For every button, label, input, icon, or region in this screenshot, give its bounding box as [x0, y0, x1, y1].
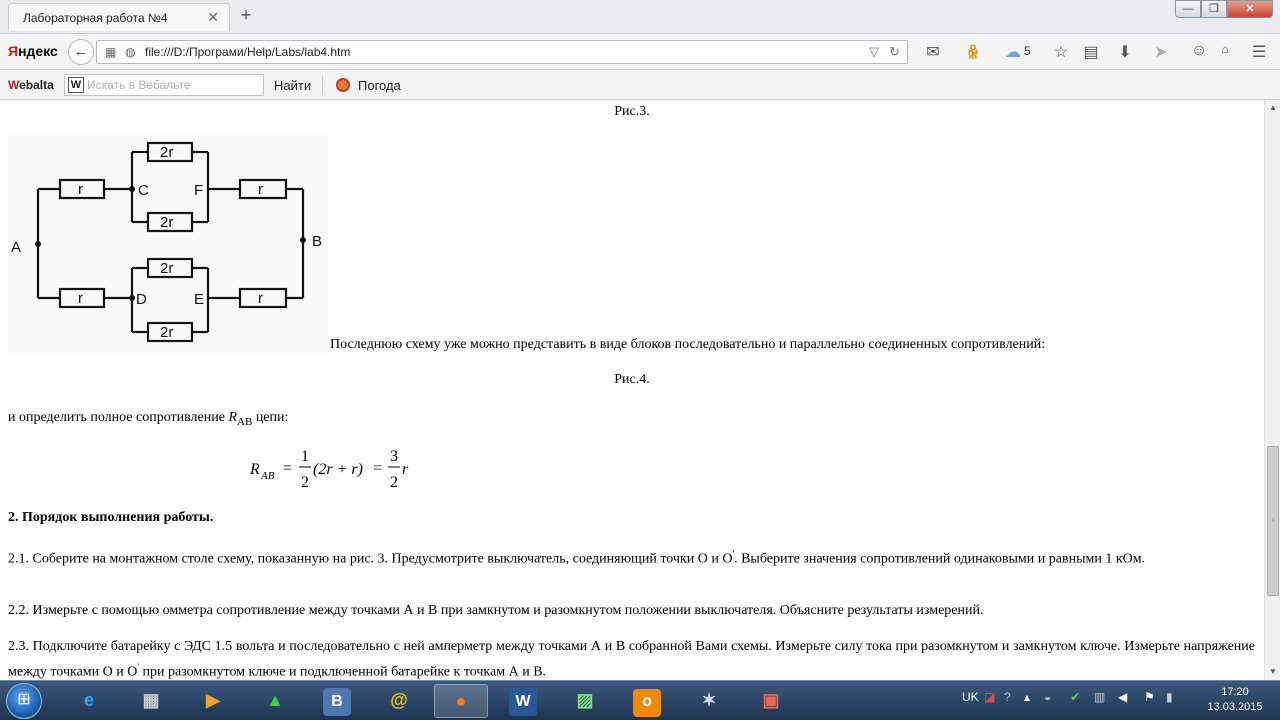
resistor-2r-bottom-upper-label: 2r — [160, 260, 174, 277]
resistor-r-bottom-left-label: r — [78, 290, 83, 307]
media-player-icon[interactable]: ▶ — [206, 690, 220, 710]
formula-lhs-sub: AB — [261, 470, 275, 482]
tab-lab4[interactable] — [8, 3, 230, 31]
node-e-label: E — [194, 291, 205, 308]
weather-cloud-icon[interactable]: ☁ — [1005, 44, 1021, 61]
close-tab-icon[interactable]: ✕ — [207, 9, 219, 25]
new-tab-button[interactable]: + — [240, 5, 252, 25]
toolbar-divider — [322, 76, 323, 95]
resistor-2r-top-lower-label: 2r — [160, 214, 174, 231]
menu-icon[interactable]: ☰ — [1251, 44, 1267, 61]
close-window-button[interactable]: ✕ — [1227, 0, 1273, 18]
node-c-dot — [129, 186, 135, 192]
dropdown-icon[interactable]: ▽ — [869, 44, 879, 59]
total-resistance-intro: и определить полное сопротивление $R_{AB}$ цепи: — [8, 410, 289, 428]
resistance-formula — [250, 448, 420, 496]
figure-3-caption: Рис.3. — [614, 104, 650, 119]
word-icon[interactable]: W — [496, 684, 550, 718]
network-app-icon[interactable]: ✶ — [701, 690, 717, 710]
vk-icon[interactable]: В — [310, 684, 364, 718]
reading-list-icon[interactable]: ▤ — [1083, 44, 1099, 61]
formula-lhs: R — [250, 461, 260, 478]
formula-num-1: 1 — [301, 448, 309, 465]
document-content — [0, 100, 1264, 680]
navigation-bar — [0, 34, 1280, 70]
title-bar — [0, 0, 1280, 34]
show-hidden-icons-icon[interactable]: ▴ — [1024, 690, 1031, 704]
home-icon[interactable]: ⌂ — [1221, 42, 1229, 56]
formula-r: r — [402, 461, 409, 478]
resistor-2r-bottom-lower-label: 2r — [160, 324, 174, 341]
action-center-icon[interactable]: ⚑ — [1144, 690, 1155, 704]
node-a-label: A — [11, 239, 22, 256]
clock-time: 17:20 — [1221, 686, 1249, 698]
odnoklassniki-icon[interactable]: ꆜ — [966, 46, 980, 63]
node-d-dot — [129, 295, 135, 301]
diagram-background — [8, 134, 328, 354]
webalta-toolbar — [0, 71, 1280, 100]
file-manager-icon[interactable]: ▦ — [142, 690, 160, 710]
step-2-3: 2.3. Подключите батарейку с ЭДС 1.5 вольта и последовательно с ней амперметр между точками А и В собранной Вами схемы. Измерьте силу тока при разомкнутом и замкнутом ключе. Измерьте напряжение между точками О и О' при разомкнутом ключе и подключенной батарейке к точкам А и В. — [8, 639, 1255, 680]
node-b-label: B — [312, 233, 323, 250]
windows-logo-icon: ⊞ — [17, 691, 31, 708]
tray-app-icon[interactable]: ◒ — [1044, 690, 1052, 704]
find-button[interactable]: Найти — [274, 78, 312, 93]
node-b-dot — [300, 237, 306, 243]
odnoklassniki-taskbar-icon[interactable]: о — [620, 684, 674, 718]
formula-equals-1: = — [283, 460, 293, 477]
clock-date: 13.03.2015 — [1207, 701, 1263, 713]
formula-den-2: 2 — [390, 474, 398, 491]
sync-icon[interactable]: ✔ — [1070, 690, 1081, 704]
resistor-r-bottom-right-label: r — [258, 290, 263, 307]
scrollbar-grip-icon: ≡ — [1271, 518, 1275, 524]
resistor-2r-top-upper-label: 2r — [160, 144, 174, 161]
webalta-search-box — [64, 74, 264, 96]
webalta-logo[interactable]: Webalta — [8, 78, 54, 92]
node-c-label: C — [138, 182, 149, 199]
url-text[interactable]: file:///D:/Програми/Help/Labs/lab4.htm — [145, 45, 351, 59]
green-app-icon[interactable]: ▲ — [266, 690, 284, 710]
vertical-scrollbar[interactable] — [1264, 100, 1280, 680]
firefox-icon[interactable]: ● — [434, 684, 488, 718]
node-a-dot — [35, 241, 41, 247]
power-icon[interactable]: ▮ — [1166, 690, 1173, 704]
scroll-up-icon[interactable]: ▲ — [1269, 103, 1277, 112]
mail-icon[interactable]: ✉ — [926, 44, 940, 61]
page-view-icon[interactable]: ▦ — [105, 45, 117, 59]
task-manager-icon[interactable]: ▨ — [576, 690, 594, 710]
yandex-logo[interactable]: Яндекс — [8, 43, 58, 59]
minimize-button[interactable]: — — [1175, 0, 1201, 18]
mail-agent-icon[interactable]: @ — [390, 690, 408, 710]
step-2-2: 2.2. Измерьте с помощью омметра сопротивление между точками А и В при замкнутом и разомкнутом положении выключателя. Объясните результаты измерений. — [8, 603, 984, 618]
step-2-1: 2.1. Соберите на монтажном столе схему, показанную на рис. 3. Предусмотрите выключатель, соединяющий точки О и О'. Выберите значения сопротивлений одинаковыми и равными 1 кОм. — [8, 549, 1146, 567]
formula-num-2: 3 — [390, 448, 398, 465]
ie-icon[interactable]: e — [83, 690, 94, 710]
section-title: 2. Порядок выполнения работы. — [8, 510, 214, 525]
node-f-label: F — [194, 182, 204, 199]
volume-icon[interactable]: ◀ — [1118, 690, 1128, 704]
reload-icon[interactable]: ↻ — [889, 44, 900, 59]
weather-sun-icon — [336, 78, 350, 92]
back-button[interactable]: ← — [68, 39, 94, 65]
block-description-text: Последнюю схему уже можно представить в виде блоков последовательно и параллельно соединенных сопротивлений: — [330, 337, 1046, 352]
globe-icon: ◍ — [125, 45, 136, 59]
address-bar[interactable] — [96, 40, 908, 64]
node-d-label: D — [136, 291, 147, 308]
smiley-icon[interactable]: ☺ — [1190, 42, 1208, 59]
figure-4-caption: Рис.4. — [614, 372, 650, 387]
windows-taskbar — [0, 680, 1280, 720]
resistor-r-top-right-label: r — [258, 181, 263, 198]
help-icon[interactable]: ? — [1004, 690, 1011, 704]
circuit-diagram — [8, 134, 328, 354]
tray-alert-icon[interactable]: ◪ — [984, 690, 996, 704]
resistor-r-top-left-label: r — [78, 181, 83, 198]
presentation-icon[interactable]: ▣ — [762, 690, 780, 710]
bookmark-star-icon[interactable]: ☆ — [1053, 44, 1069, 61]
network-icon[interactable]: ▥ — [1094, 690, 1106, 704]
webalta-w-icon: W — [68, 77, 84, 93]
tab-title: Лабораторная работа №4 — [23, 11, 168, 25]
weather-count: 5 — [1024, 44, 1031, 58]
scroll-down-icon[interactable]: ▼ — [1269, 667, 1277, 676]
download-icon[interactable]: ⬇ — [1118, 44, 1132, 61]
weather-button[interactable]: Погода — [358, 78, 401, 93]
webalta-search-input[interactable] — [87, 76, 259, 94]
maximize-button[interactable]: ❐ — [1201, 0, 1227, 18]
system-clock[interactable] — [1200, 685, 1270, 715]
formula-equals-2: = — [373, 460, 383, 477]
language-indicator[interactable]: UK — [962, 690, 979, 704]
formula-den-1: 2 — [301, 474, 309, 491]
send-icon[interactable]: ➤ — [1154, 44, 1168, 61]
formula-paren: (2r + r) — [313, 461, 363, 478]
